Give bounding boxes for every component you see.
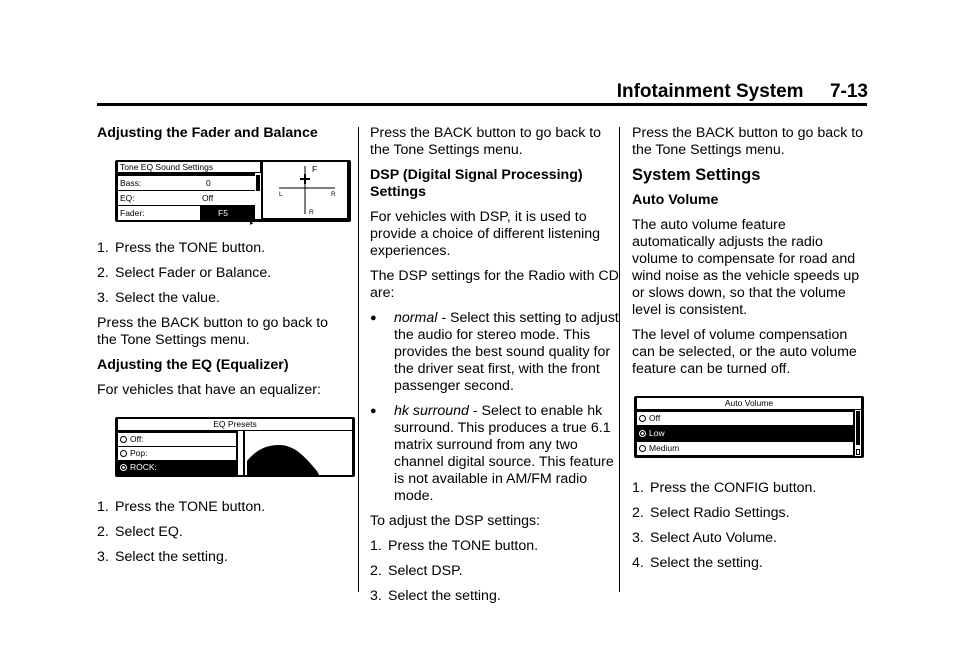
adjust-intro: To adjust the DSP settings: [370,513,541,529]
radio-selected-icon [639,430,646,437]
tone-row-label: Fader: [118,206,200,220]
list-item: 3. Select the value. [97,290,220,306]
auto-volume-heading: Auto Volume [632,192,719,208]
radio-icon [639,445,646,452]
eq-intro: For vehicles that have an equalizer: [97,382,321,398]
dsp-intro: For vehicles with DSP, it is used to provide a choice of different listening experiences. [370,209,601,259]
option-label: Medium [649,443,680,453]
list-item: 1. Press the TONE button. [370,538,539,554]
tone-row-value: F5 [218,208,228,218]
back-instruction: Press the BACK button to go back to the Tone Settings menu. [97,315,329,348]
bullet-desc: - Select to enable hk surround. This produces a true 6.1 matrix surround from any two channel digital source. This feature is not available in AM/FM radio mode. [394,403,614,504]
tone-row-bass [118,176,258,190]
step-text: Select DSP. [388,563,463,579]
column-1 [97,125,345,574]
list-item: 3. Select Auto Volume. [632,530,777,546]
tone-row-value: Off [202,193,214,203]
right-arrow-icon: ▸ [250,220,254,227]
system-settings-heading: System Settings [632,166,761,184]
tone-row-fader [118,206,258,220]
list-item: 2. Select Radio Settings. [632,505,790,521]
back-instruction: Press the BACK button to go back to the Tone Settings menu. [632,125,864,158]
eq-presets-screen [115,417,355,477]
fader-heading: Adjusting the Fader and Balance [97,125,318,141]
dsp-heading: DSP (Digital Signal Processing) Settings [370,167,583,200]
av-screen-title: Auto Volume [637,398,861,409]
list-item: 3. Select the setting. [97,549,228,565]
bullet-term: hk surround [394,403,469,419]
scrollbar [855,410,861,456]
right-label: R [331,191,336,198]
page-header [0,0,960,108]
scrollbar [255,173,261,219]
rear-label: R [309,209,314,216]
eq-option-rock [118,461,236,474]
step-text: Select Fader or Balance. [115,265,272,281]
eq-curve-panel [245,431,352,475]
radio-selected-icon [120,464,127,471]
section-title [617,81,868,103]
radio-icon [120,436,127,443]
tone-screen-title: Tone EQ Sound Settings [118,162,260,172]
column-divider [358,127,359,592]
bullet-term: normal [394,310,438,326]
scrollbar-thumb [856,411,860,445]
option-label: Low [649,428,665,438]
bullet-desc: - Select this setting to adjust the audio for stereo mode. This provides the best sound quality for the driver seat first, with the front passenger second. [394,310,619,394]
dsp-settings-intro: The DSP settings for the Radio with CD are: [370,268,619,301]
left-label: L [279,191,283,198]
bullet-icon: ● [370,405,377,417]
list-item: 2. Select EQ. [97,524,183,540]
list-item: 2. Select DSP. [370,563,463,579]
front-label: F [312,164,318,174]
list-item [370,403,622,505]
step-text: Select the setting. [388,588,501,604]
step-text: Select the value. [115,290,220,306]
header-rule [97,103,867,106]
eq-curve-icon [245,431,352,475]
back-instruction: Press the BACK button to go back to the Tone Settings menu. [370,125,602,158]
auto-volume-desc: The auto volume feature automatically adjusts the radio volume to compensate for road and wind noise as the vehicle speeds up or slows down, so that the volume level is consistent. [632,217,860,318]
tone-row-value: 0 [206,178,211,188]
list-item: 3. Select the setting. [370,588,501,604]
list-item: 1. Press the CONFIG button. [632,480,817,496]
fader-balance-panel [263,162,347,218]
page-number: 7-13 [829,81,868,102]
scrollbar-end [856,449,860,455]
list-item: 1. Press the TONE button. [97,240,266,256]
step-text: Press the TONE button. [388,538,539,554]
tone-row-label: Bass: [120,178,142,188]
av-option-off [637,412,853,425]
step-text: Press the CONFIG button. [650,480,817,496]
av-option-low [637,427,853,440]
radio-icon [639,415,646,422]
step-text: Select the setting. [115,549,228,565]
eq-screen-title: EQ Presets [118,419,352,430]
option-label: Off: [130,434,144,444]
step-text: Press the TONE button. [115,499,266,515]
list-item: 4. Select the setting. [632,555,763,571]
section-title-text: Infotainment System [616,81,804,102]
auto-volume-screen [634,396,864,458]
step-text: Select Radio Settings. [650,505,790,521]
radio-icon [120,450,127,457]
bullet-icon: ● [370,312,377,324]
list-item: 1. Press the TONE button. [97,499,266,515]
eq-option-pop [118,447,236,460]
step-text: Select Auto Volume. [650,530,777,546]
eq-option-off [118,433,236,446]
tone-settings-screen [115,160,351,227]
scrollbar-thumb [256,175,260,191]
scrollbar [238,431,243,475]
column-3 [632,125,868,580]
step-text: Press the TONE button. [115,240,266,256]
eq-heading: Adjusting the EQ (Equalizer) [97,357,289,373]
step-text: Select the setting. [650,555,763,571]
option-label: ROCK: [130,462,157,472]
option-label: Off [649,413,661,423]
column-2 [370,125,622,613]
compensation-desc: The level of volume compensation can be selected, or the auto volume feature can be turned off. [632,327,857,377]
av-option-medium [637,442,853,455]
list-item [370,310,622,395]
step-text: Select EQ. [115,524,183,540]
tone-row-label: EQ: [120,193,135,203]
option-label: Pop: [130,448,148,458]
list-item: 2. Select Fader or Balance. [97,265,272,281]
